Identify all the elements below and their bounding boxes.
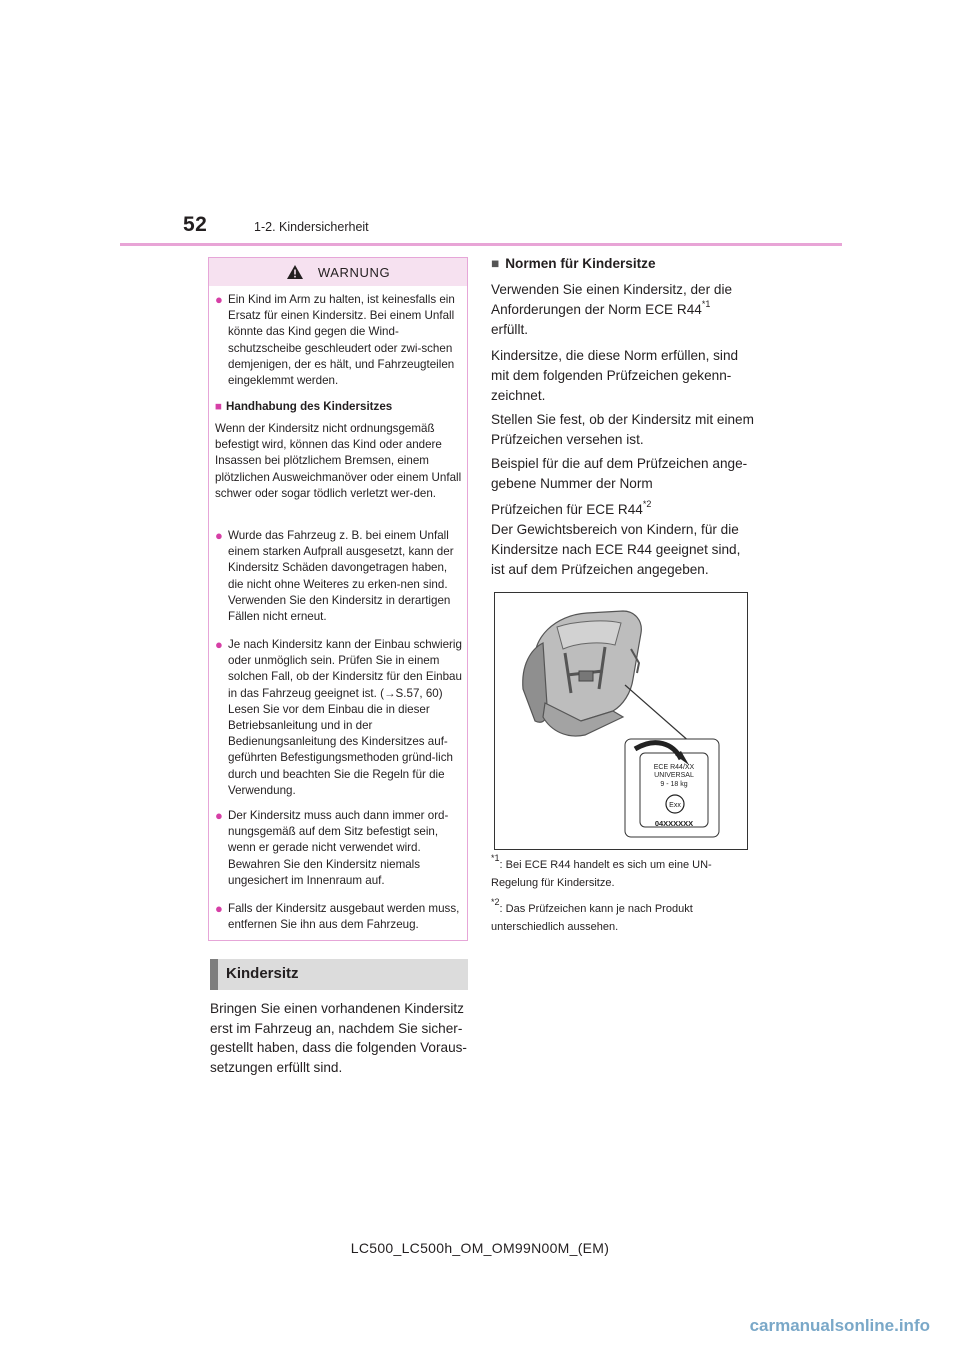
footnote: $^{*1}$: Bei ECE R44 handelt es sich um eine UN-Regelung für Kindersitze. <box>491 853 712 889</box>
warning-bullet-text: Ein Kind im Arm zu halten, ist keinesfalls ein Ersatz für einen Kindersitz. Bei einem Unfall könnte das Kind gegen die Wind-schutzscheibe geschleudert oder zwi-schen demjenigen, der es hält, und Fahrzeugteilen eingeklemmt werden. <box>228 293 455 388</box>
footnote-text: Das Prüfzeichen kann je nach Produkt unterschiedlich aussehen. <box>491 903 693 933</box>
warning-bullet <box>215 637 463 799</box>
document-code: LC500_LC500h_OM_OM99N00M_(EM) <box>350 1240 610 1256</box>
warning-bullet <box>215 292 463 389</box>
bullet-dot-icon: ● <box>215 292 223 307</box>
bullet-dot-icon: ● <box>215 901 223 916</box>
kindersitz-paragraph: Bringen Sie einen vorhandenen Kindersitz erst im Fahrzeug an, nachdem Sie sicher-gestellt haben, dass die folgenden Voraus-setzungen erfüllt sind. <box>210 1001 467 1075</box>
child-seat-drawing <box>495 593 747 849</box>
warning-bullet-text: Der Kindersitz muss auch dann immer ord-nungsgemäß auf dem Sitz befestigt sein, wenn er gerade nicht verwendet wird. Bewahren Sie den Kindersitz niemals ungesichert im Innenraum auf. <box>228 809 449 887</box>
warning-bullet <box>215 901 463 933</box>
warning-bullet-text: Wurde das Fahrzeug z. B. bei einem Unfall einem starken Aufprall ausgesetzt, kann der Kindersitz Schäden davongetragen haben, die nicht ohne Weiteres zu erken-nen sind. Verwenden Sie den Kindersitz in derartigen Fällen nicht erneut. <box>228 529 454 624</box>
normen-p5-text: Prüfzeichen für ECE R44 <box>491 502 643 517</box>
bullet-dot-icon: ● <box>215 637 223 652</box>
child-seat-illustration <box>494 592 748 850</box>
normen-heading <box>491 256 656 271</box>
warning-triangle-icon <box>286 264 304 280</box>
warning-bullet <box>215 808 463 889</box>
square-bullet-icon: ■ <box>215 400 223 413</box>
bullet-dot-icon: ● <box>215 528 223 543</box>
warning-header <box>209 258 467 286</box>
normen-p1-text: Verwenden Sie einen Kindersitz, der die Anforderungen der Norm ECE R44 <box>491 282 733 317</box>
kindersitz-heading: Kindersitz <box>226 965 299 982</box>
normen-paragraph: Kindersitze, die diese Norm erfüllen, sind mit dem folgenden Prüfzeichen gekenn-zeichnet. <box>491 348 739 403</box>
normen-paragraph: Beispiel für die auf dem Prüfzeichen ange-gebene Nummer der Norm <box>491 456 748 491</box>
footnote: $^{*2}$: Das Prüfzeichen kann je nach Produkt unterschiedlich aussehen. <box>491 897 693 933</box>
page-number: 52 <box>183 213 208 236</box>
square-bullet-icon: ■ <box>491 256 500 271</box>
footnote-text: Bei ECE R44 handelt es sich um eine UN-Regelung für Kindersitze. <box>491 859 712 889</box>
warning-subheading <box>215 400 465 413</box>
normen-paragraph: Stellen Sie fest, ob der Kindersitz mit einem Prüfzeichen versehen ist. <box>491 412 754 447</box>
label-line-2: UNIVERSAL <box>654 772 694 779</box>
normen-heading-text: Normen für Kindersitze <box>505 256 656 271</box>
watermark[interactable]: carmanualsonline.info <box>749 1316 930 1335</box>
normen-p1-end: erfüllt. <box>491 321 529 337</box>
footnote-mark: *2 <box>491 897 500 907</box>
normen-paragraph: Der Gewichtsbereich von Kindern, für die Kindersitze nach ECE R44 geeignet sind, ist auf dem Prüfzeichen angegeben. <box>491 522 741 577</box>
warning-bullet <box>215 528 463 625</box>
footnote-mark: *1 <box>491 853 500 863</box>
warning-title: WARNUNG <box>317 264 391 280</box>
normen-paragraph <box>491 500 756 520</box>
section-title: 1-2. Kindersicherheit <box>254 220 369 234</box>
approval-number: 04XXXXXX <box>654 819 694 828</box>
label-line-3: 9 - 18 kg <box>660 781 688 788</box>
label-line-1: ECE R44/XX <box>653 764 695 771</box>
warning-subheading-text: Handhabung des Kindersitzes <box>226 400 393 413</box>
warning-paragraph: Wenn der Kindersitz nicht ordnungsgemäß befestigt wird, können das Kind oder andere Insassen bei plötzlichem Bremsen, einem plötzlichen Ausweichmanöver oder einem Unfall schwer oder sogar tödlich verletzt wer-den. <box>215 422 462 500</box>
approval-mark: Exx <box>669 802 681 809</box>
warning-bullet-text: Falls der Kindersitz ausgebaut werden muss, entfernen Sie ihn aus dem Fahrzeug. <box>228 902 460 932</box>
normen-paragraph <box>491 280 756 339</box>
warning-bullet-text: Je nach Kindersitz kann der Einbau schwierig oder unmöglich sein. Prüfen Sie in einem solchen Fall, ob der Kindersitz für den Einbau in das Fahrzeug geeignet ist. (→S.57, 60) Lesen Sie vor dem Einbau die in dieser Betriebsanleitung und in der Bedienungsanleitung des Kindersitzes auf-geführten Befestigungsmethoden gründ-lich durch und beachten Sie die Regeln für die Verwendung. <box>228 638 462 797</box>
footnote-ref: *1 <box>701 298 711 309</box>
bullet-dot-icon: ● <box>215 808 223 823</box>
header-divider <box>120 243 842 246</box>
footnote-ref: *2 <box>642 499 652 509</box>
